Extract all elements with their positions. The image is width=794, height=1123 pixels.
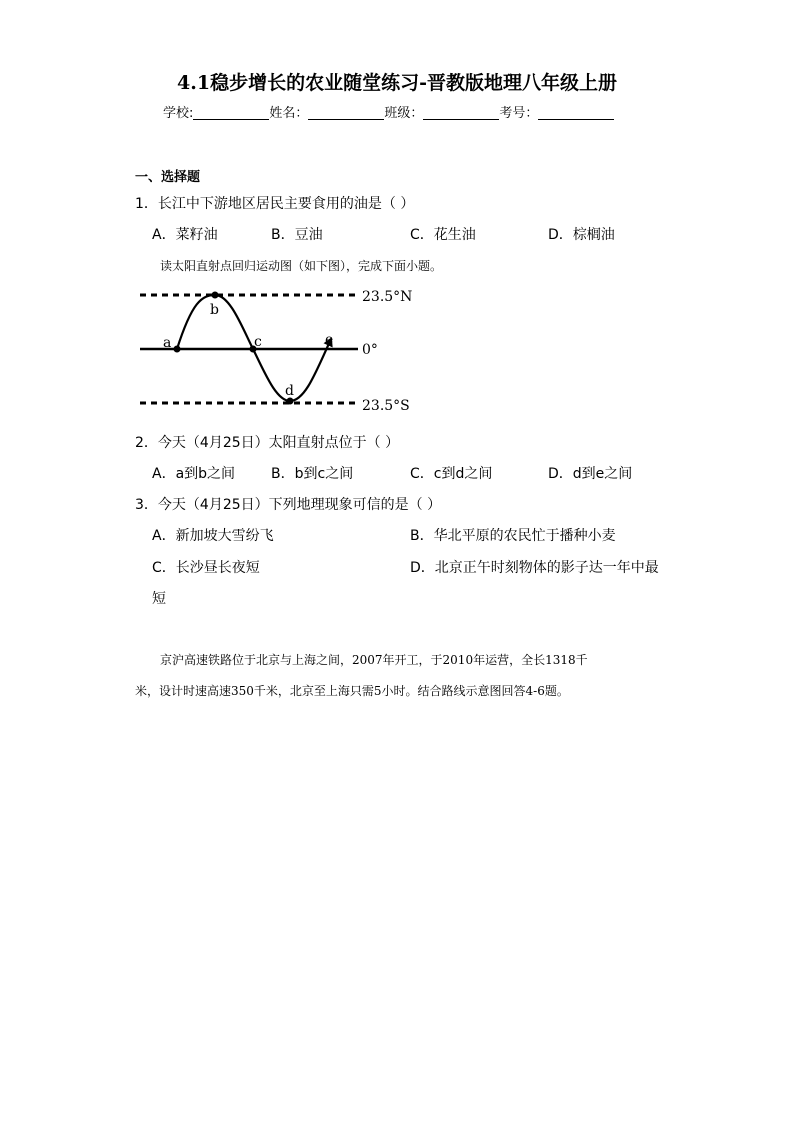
question-1-stem: 1．长江中下游地区居民主要食用的油是（ ） — [135, 196, 415, 212]
question-3-option-c[interactable]: C．长沙昼长夜短 — [152, 560, 260, 576]
point-c-label: c — [254, 334, 262, 350]
question-1-option-c[interactable]: C．花生油 — [410, 227, 476, 243]
question-2-option-b[interactable]: B．b到c之间 — [271, 466, 354, 482]
point-b-marker — [212, 292, 219, 299]
question-2-option-a[interactable]: A．a到b之间 — [152, 466, 236, 482]
point-b-label: b — [210, 302, 219, 318]
passage-line-2: 米，设计时速高速350千米，北京至上海只需5小时。结合路线示意图回答4-6题。 — [135, 684, 569, 698]
point-a-label: a — [163, 335, 172, 351]
number-label: 考号： — [499, 106, 539, 121]
name-blank[interactable] — [308, 105, 384, 120]
name-label: 姓名： — [269, 106, 309, 121]
point-a-marker — [174, 346, 181, 353]
label-23-5-s: 23.5°S — [362, 398, 410, 414]
student-info-line — [163, 102, 614, 121]
question-3-option-a[interactable]: A．新加坡大雪纷飞 — [152, 528, 274, 544]
school-label: 学校: — [163, 106, 194, 121]
sun-direct-point-diagram — [130, 282, 430, 418]
question-2-option-d[interactable]: D．d到e之间 — [548, 466, 633, 482]
label-23-5-n: 23.5°N — [362, 289, 413, 305]
section-heading: 一、选择题 — [135, 170, 201, 185]
class-label: 班级： — [384, 106, 424, 121]
page-title: 4.1稳步增长的农业随堂练习-晋教版地理八年级上册 — [177, 72, 617, 94]
class-blank[interactable] — [423, 105, 499, 120]
number-blank[interactable] — [538, 105, 614, 120]
school-blank[interactable] — [193, 105, 269, 120]
diagram-intro: 读太阳直射点回归运动图（如下图），完成下面小题。 — [160, 259, 443, 273]
question-3-stem: 3．今天（4月25日）下列地理现象可信的是（ ） — [135, 497, 442, 513]
point-d-label: d — [285, 383, 294, 399]
question-1-option-d[interactable]: D．棕榈油 — [548, 227, 615, 243]
question-3-option-d-continued: 短 — [152, 591, 166, 607]
question-2-option-c[interactable]: C．c到d之间 — [410, 466, 493, 482]
label-0-degree: 0° — [362, 342, 378, 358]
question-1-option-a[interactable]: A．菜籽油 — [152, 227, 218, 243]
passage-line-1: 京沪高速铁路位于北京与上海之间，2007年开工，于2010年运营，全长1318千 — [160, 653, 588, 667]
question-2-stem: 2．今天（4月25日）太阳直射点位于（ ） — [135, 435, 400, 451]
question-3-option-d[interactable]: D．北京正午时刻物体的影子达一年中最 — [410, 560, 659, 576]
question-1-option-b[interactable]: B．豆油 — [271, 227, 323, 243]
point-e-label: e — [325, 332, 334, 348]
question-3-option-b[interactable]: B．华北平原的农民忙于播种小麦 — [410, 528, 616, 544]
